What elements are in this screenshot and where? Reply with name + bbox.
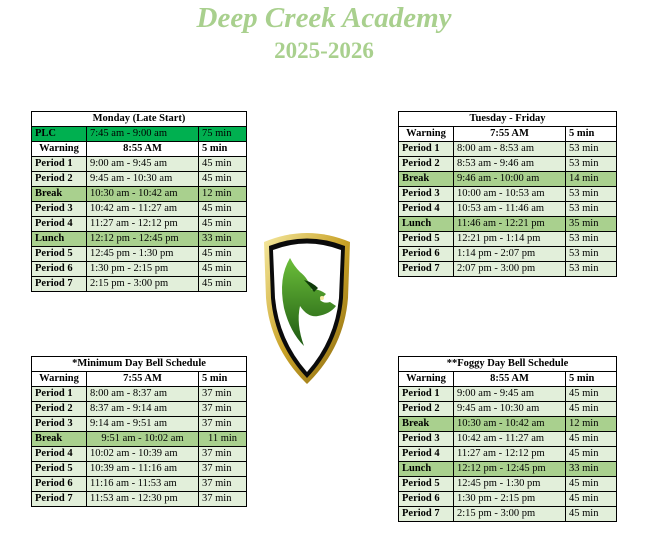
row-label: Period 6 [399,492,454,507]
period-row [32,277,247,292]
period-row [32,462,247,477]
period-row [399,402,617,417]
break-row [399,217,617,232]
period-row [399,507,617,522]
row-duration: 53 min [566,142,617,157]
row-label: Warning [399,372,454,387]
row-duration: 45 min [566,447,617,462]
warning-row [399,127,617,142]
row-time: 10:53 am - 11:46 am [454,202,566,217]
plc-row [32,127,247,142]
row-label: Break [399,417,454,432]
row-time: 11:53 am - 12:30 pm [87,492,199,507]
row-label: Period 6 [32,477,87,492]
row-label: Period 5 [32,462,87,477]
period-row [32,157,247,172]
row-duration: 37 min [199,417,247,432]
period-row [399,432,617,447]
row-duration: 53 min [566,157,617,172]
row-label: Period 7 [32,492,87,507]
row-time: 10:42 am - 11:27 am [87,202,199,217]
row-time: 8:55 AM [454,372,566,387]
period-row [399,492,617,507]
period-row [399,387,617,402]
period-row [399,247,617,262]
row-label: Period 5 [399,232,454,247]
row-duration: 37 min [199,492,247,507]
row-time: 9:46 am - 10:00 am [454,172,566,187]
row-duration: 75 min [199,127,247,142]
row-time: 12:21 pm - 1:14 pm [454,232,566,247]
row-label: Period 1 [32,157,87,172]
row-label: Period 7 [32,277,87,292]
row-duration: 45 min [199,277,247,292]
row-time: 10:00 am - 10:53 am [454,187,566,202]
period-row [32,477,247,492]
row-duration: 45 min [199,172,247,187]
period-row [32,402,247,417]
row-duration: 53 min [566,187,617,202]
row-duration: 5 min [199,372,247,387]
row-label: Period 6 [399,247,454,262]
row-duration: 33 min [199,232,247,247]
row-duration: 5 min [199,142,247,157]
period-row [399,262,617,277]
row-time: 1:30 pm - 2:15 pm [454,492,566,507]
period-row [399,202,617,217]
row-time: 7:45 am - 9:00 am [87,127,199,142]
break-row [32,432,247,447]
row-label: Period 6 [32,262,87,277]
row-time: 11:27 am - 12:12 pm [87,217,199,232]
row-duration: 45 min [199,262,247,277]
row-time: 12:12 pm - 12:45 pm [87,232,199,247]
row-label: Period 5 [399,477,454,492]
row-duration: 45 min [566,492,617,507]
row-label: Lunch [399,217,454,232]
row-label: Period 7 [399,262,454,277]
row-label: Lunch [32,232,87,247]
row-duration: 37 min [199,477,247,492]
row-duration: 45 min [566,387,617,402]
row-duration: 45 min [199,217,247,232]
period-row [399,232,617,247]
row-label: Period 7 [399,507,454,522]
row-duration: 45 min [199,202,247,217]
row-time: 8:00 am - 8:37 am [87,387,199,402]
row-time: 12:45 pm - 1:30 pm [454,477,566,492]
row-duration: 11 min [199,432,247,447]
period-row [399,142,617,157]
table-title: Monday (Late Start) [32,112,247,127]
row-time: 9:14 am - 9:51 am [87,417,199,432]
row-time: 10:39 am - 11:16 am [87,462,199,477]
row-duration: 37 min [199,402,247,417]
row-label: Period 4 [32,217,87,232]
school-year: 2025-2026 [274,38,374,63]
row-time: 11:27 am - 12:12 pm [454,447,566,462]
period-row [32,447,247,462]
row-duration: 53 min [566,202,617,217]
row-label: Period 3 [32,417,87,432]
period-row [32,262,247,277]
row-time: 1:30 pm - 2:15 pm [87,262,199,277]
break-row [399,172,617,187]
period-row [399,157,617,172]
row-time: 9:45 am - 10:30 am [87,172,199,187]
row-time: 9:51 am - 10:02 am [87,432,199,447]
row-label: Period 2 [399,157,454,172]
row-duration: 12 min [199,187,247,202]
row-label: Period 2 [399,402,454,417]
dragon-shield-icon [260,228,354,386]
break-row [399,417,617,432]
row-time: 8:37 am - 9:14 am [87,402,199,417]
row-time: 2:15 pm - 3:00 pm [87,277,199,292]
row-time: 8:53 am - 9:46 am [454,157,566,172]
period-row [32,202,247,217]
row-duration: 5 min [566,127,617,142]
row-label: Period 3 [399,432,454,447]
row-duration: 35 min [566,217,617,232]
row-label: Lunch [399,462,454,477]
row-label: Period 4 [32,447,87,462]
period-row [32,387,247,402]
row-label: Period 3 [399,187,454,202]
tuesday-friday-schedule-table [398,111,617,277]
row-duration: 53 min [566,247,617,262]
row-time: 10:30 am - 10:42 am [87,187,199,202]
row-label: PLC [32,127,87,142]
row-label: Period 1 [399,387,454,402]
school-name: Deep Creek Academy [196,2,452,34]
break-row [32,187,247,202]
row-label: Period 5 [32,247,87,262]
table-title: Tuesday - Friday [399,112,617,127]
warning-row [399,372,617,387]
period-row [32,217,247,232]
row-time: 8:00 am - 8:53 am [454,142,566,157]
break-row [399,462,617,477]
row-duration: 37 min [199,462,247,477]
table-title: *Minimum Day Bell Schedule [32,357,247,372]
row-time: 1:14 pm - 2:07 pm [454,247,566,262]
row-duration: 53 min [566,262,617,277]
period-row [32,172,247,187]
monday-schedule-table [31,111,247,292]
row-time: 7:55 AM [454,127,566,142]
warning-row [32,372,247,387]
row-duration: 45 min [566,402,617,417]
row-time: 10:02 am - 10:39 am [87,447,199,462]
minimum-day-schedule-table [31,356,247,507]
period-row [32,492,247,507]
row-label: Warning [399,127,454,142]
row-time: 11:16 am - 11:53 am [87,477,199,492]
row-time: 10:42 am - 11:27 am [454,432,566,447]
row-duration: 45 min [199,157,247,172]
period-row [32,417,247,432]
row-label: Break [32,432,87,447]
break-row [32,232,247,247]
row-time: 12:12 pm - 12:45 pm [454,462,566,477]
row-label: Period 4 [399,202,454,217]
foggy-day-schedule-table [398,356,617,522]
row-duration: 37 min [199,387,247,402]
row-time: 12:45 pm - 1:30 pm [87,247,199,262]
row-time: 9:00 am - 9:45 am [454,387,566,402]
row-label: Period 2 [32,402,87,417]
row-label: Warning [32,372,87,387]
row-duration: 5 min [566,372,617,387]
row-time: 10:30 am - 10:42 am [454,417,566,432]
row-time: 2:07 pm - 3:00 pm [454,262,566,277]
period-row [399,477,617,492]
row-label: Period 1 [32,387,87,402]
row-duration: 45 min [566,432,617,447]
row-duration: 45 min [199,247,247,262]
row-duration: 12 min [566,417,617,432]
row-duration: 53 min [566,232,617,247]
row-duration: 14 min [566,172,617,187]
warning-row [32,142,247,157]
table-title: **Foggy Day Bell Schedule [399,357,617,372]
row-label: Break [32,187,87,202]
row-duration: 45 min [566,477,617,492]
row-label: Warning [32,142,87,157]
row-label: Period 4 [399,447,454,462]
row-time: 11:46 am - 12:21 pm [454,217,566,232]
row-time: 8:55 AM [87,142,199,157]
row-label: Period 1 [399,142,454,157]
row-time: 9:45 am - 10:30 am [454,402,566,417]
row-time: 9:00 am - 9:45 am [87,157,199,172]
row-duration: 45 min [566,507,617,522]
period-row [32,247,247,262]
row-label: Period 2 [32,172,87,187]
row-label: Break [399,172,454,187]
row-duration: 33 min [566,462,617,477]
period-row [399,187,617,202]
row-label: Period 3 [32,202,87,217]
row-duration: 37 min [199,447,247,462]
row-time: 2:15 pm - 3:00 pm [454,507,566,522]
row-time: 7:55 AM [87,372,199,387]
period-row [399,447,617,462]
